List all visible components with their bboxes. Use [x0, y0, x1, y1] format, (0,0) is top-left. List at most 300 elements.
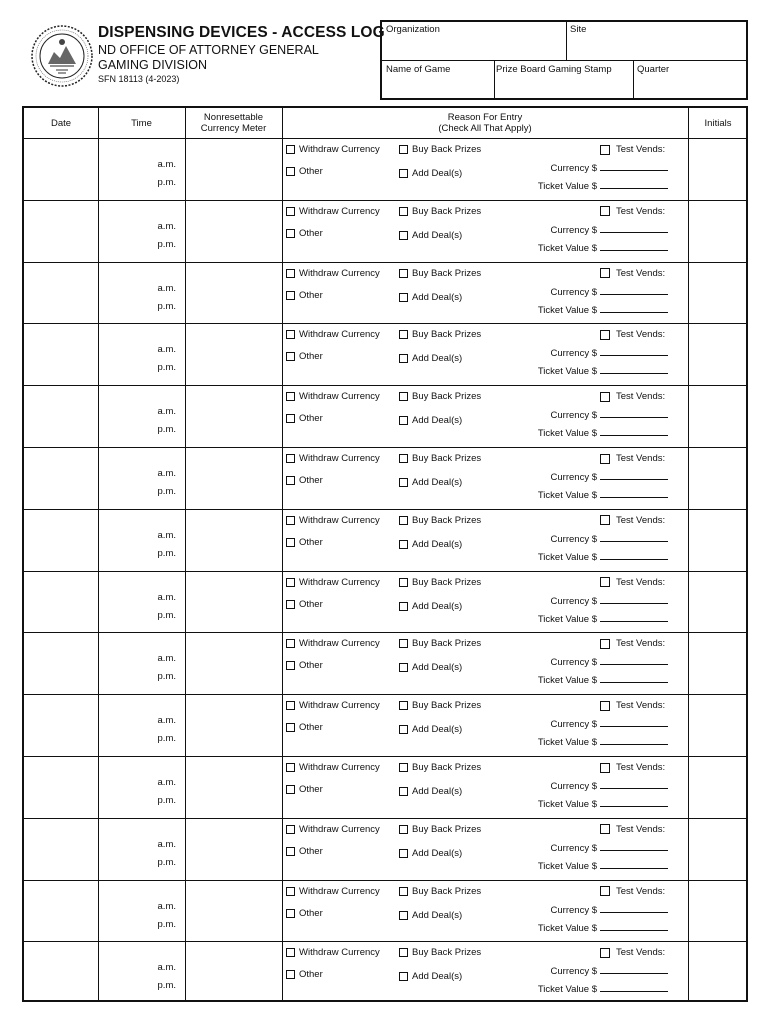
checkbox-box[interactable]: [286, 167, 295, 176]
test-vends-checkbox[interactable]: [600, 268, 665, 279]
organization-label: Organization: [386, 24, 440, 35]
checkbox-box[interactable]: [286, 330, 295, 339]
other-checkbox[interactable]: [286, 537, 323, 548]
pm-label: p.m.: [157, 980, 176, 992]
checkbox-box[interactable]: [600, 392, 610, 402]
checkbox-box[interactable]: [399, 602, 408, 611]
other-label: Other: [299, 475, 323, 486]
am-label: a.m.: [157, 653, 176, 665]
checkbox-box[interactable]: [600, 206, 610, 216]
buy-back-prizes-label: Buy Back Prizes: [412, 144, 482, 155]
test-vends-checkbox[interactable]: [600, 824, 665, 835]
checkbox-box[interactable]: [600, 454, 610, 464]
pm-label: p.m.: [157, 177, 176, 188]
checkbox-box[interactable]: [286, 269, 295, 278]
withdraw-currency-label: Withdraw Currency: [299, 700, 380, 712]
other-checkbox[interactable]: [286, 351, 323, 362]
ticket-value-field[interactable]: [538, 612, 668, 625]
header-meter-line2: Currency Meter: [200, 123, 267, 134]
ticket-value-blank[interactable]: [600, 982, 668, 992]
buy-back-prizes-checkbox[interactable]: [399, 700, 481, 711]
buy-back-prizes-label: Buy Back Prizes: [412, 329, 482, 341]
test-vends-label: Test Vends:: [616, 205, 666, 217]
checkbox-box[interactable]: [600, 639, 610, 649]
checkbox-box[interactable]: [286, 639, 295, 648]
currency-blank[interactable]: [600, 779, 668, 789]
buy-back-prizes-checkbox[interactable]: [399, 144, 481, 155]
buy-back-prizes-checkbox[interactable]: [399, 947, 481, 958]
currency-label: Currency $: [550, 410, 597, 422]
other-label: Other: [299, 289, 323, 301]
ticket-value-field[interactable]: [538, 859, 668, 872]
add-deals-checkbox[interactable]: [399, 477, 462, 488]
checkbox-box[interactable]: [399, 578, 408, 587]
checkbox-box[interactable]: [399, 207, 408, 216]
pm-label: p.m.: [157, 795, 176, 806]
withdraw-currency-label: Withdraw Currency: [299, 329, 380, 341]
withdraw-currency-checkbox[interactable]: [286, 515, 380, 526]
am-label: a.m.: [157, 962, 176, 974]
other-checkbox[interactable]: [286, 290, 323, 301]
table-row: [24, 201, 746, 263]
ticket-value-label: Ticket Value $: [537, 428, 597, 440]
checkbox-box[interactable]: [286, 701, 295, 710]
buy-back-prizes-checkbox[interactable]: [399, 453, 481, 464]
checkbox-box[interactable]: [286, 414, 295, 423]
checkbox-box[interactable]: [399, 330, 408, 339]
add-deals-checkbox[interactable]: [399, 786, 462, 797]
test-vends-checkbox[interactable]: [600, 700, 665, 711]
test-vends-checkbox[interactable]: [600, 453, 665, 464]
ticket-value-blank[interactable]: [600, 303, 668, 313]
currency-field[interactable]: [551, 655, 668, 668]
checkbox-box[interactable]: [286, 887, 295, 896]
withdraw-currency-checkbox[interactable]: [286, 206, 380, 217]
access-log-table: [22, 106, 748, 1002]
prize-board-stamp-field[interactable]: [494, 62, 633, 100]
checkbox-box[interactable]: [600, 515, 610, 525]
currency-field[interactable]: [551, 717, 668, 730]
pm-label: p.m.: [157, 671, 176, 683]
add-deals-checkbox[interactable]: [399, 724, 462, 735]
checkbox-box[interactable]: [399, 454, 408, 463]
table-row: [24, 942, 746, 1004]
checkbox-box[interactable]: [600, 330, 610, 340]
ticket-value-field[interactable]: [538, 241, 668, 254]
pm-label: p.m.: [157, 486, 176, 497]
withdraw-currency-label: Withdraw Currency: [299, 514, 380, 526]
checkbox-box[interactable]: [286, 763, 295, 772]
currency-blank[interactable]: [600, 408, 668, 418]
currency-field[interactable]: [551, 903, 668, 916]
ticket-value-label: Ticket Value $: [537, 490, 597, 501]
buy-back-prizes-label: Buy Back Prizes: [412, 391, 482, 403]
buy-back-prizes-label: Buy Back Prizes: [412, 514, 482, 526]
currency-blank[interactable]: [600, 594, 668, 604]
ticket-value-blank[interactable]: [600, 612, 668, 622]
add-deals-label: Add Deal(s): [412, 168, 463, 179]
header-meter-line1: Nonresettable: [203, 112, 264, 123]
currency-field[interactable]: [551, 161, 668, 174]
checkbox-box[interactable]: [399, 516, 408, 525]
checkbox-box[interactable]: [399, 849, 408, 858]
checkbox-box[interactable]: [286, 847, 295, 856]
other-checkbox[interactable]: [286, 413, 323, 424]
currency-field[interactable]: [551, 470, 668, 483]
test-vends-checkbox[interactable]: [600, 577, 665, 588]
withdraw-currency-checkbox[interactable]: [286, 886, 380, 897]
other-checkbox[interactable]: [286, 969, 323, 980]
buy-back-prizes-label: Buy Back Prizes: [412, 700, 482, 712]
checkbox-box[interactable]: [286, 970, 295, 979]
withdraw-currency-checkbox[interactable]: [286, 453, 380, 464]
ticket-value-field[interactable]: [538, 426, 668, 439]
test-vends-label: Test Vends:: [616, 885, 666, 897]
checkbox-box[interactable]: [399, 540, 408, 549]
checkbox-box[interactable]: [286, 207, 295, 216]
other-label: Other: [299, 845, 323, 857]
pm-label: p.m.: [157, 300, 176, 312]
currency-blank[interactable]: [600, 655, 668, 665]
table-row: [24, 448, 746, 510]
checkbox-box[interactable]: [286, 454, 295, 463]
withdraw-currency-checkbox[interactable]: [286, 947, 380, 958]
other-checkbox[interactable]: [286, 599, 323, 610]
buy-back-prizes-checkbox[interactable]: [399, 886, 481, 897]
add-deals-label: Add Deal(s): [412, 971, 463, 983]
other-checkbox[interactable]: [286, 166, 323, 177]
ticket-value-field[interactable]: [538, 488, 668, 501]
test-vends-label: Test Vends:: [616, 823, 666, 835]
organization-field[interactable]: [382, 22, 566, 60]
ticket-value-blank[interactable]: [600, 797, 668, 807]
checkbox-box[interactable]: [399, 663, 408, 672]
add-deals-checkbox[interactable]: [399, 601, 462, 612]
division-name: GAMING DIVISION: [98, 58, 208, 72]
currency-field[interactable]: [551, 779, 668, 792]
checkbox-box[interactable]: [399, 478, 408, 487]
checkbox-box[interactable]: [399, 911, 408, 920]
checkbox-box[interactable]: [600, 268, 610, 278]
ticket-value-blank[interactable]: [600, 364, 668, 374]
site-field[interactable]: [566, 22, 748, 60]
checkbox-box[interactable]: [399, 293, 408, 302]
ticket-value-field[interactable]: [538, 364, 668, 377]
checkbox-box[interactable]: [399, 887, 408, 896]
add-deals-label: Add Deal(s): [412, 477, 463, 488]
other-checkbox[interactable]: [286, 846, 323, 857]
other-label: Other: [299, 227, 323, 239]
checkbox-box[interactable]: [399, 787, 408, 796]
test-vends-label: Test Vends:: [616, 267, 666, 279]
buy-back-prizes-checkbox[interactable]: [399, 638, 481, 649]
other-checkbox[interactable]: [286, 722, 323, 733]
ticket-value-blank[interactable]: [600, 735, 668, 745]
checkbox-box[interactable]: [286, 948, 295, 957]
other-label: Other: [299, 536, 323, 548]
ticket-value-blank[interactable]: [600, 488, 668, 498]
checkbox-box[interactable]: [600, 577, 610, 587]
form-number: SFN 18113 (4-2023): [98, 74, 180, 84]
pm-label: p.m.: [157, 733, 176, 745]
add-deals-label: Add Deal(s): [412, 662, 463, 674]
add-deals-checkbox[interactable]: [399, 848, 462, 859]
checkbox-box[interactable]: [399, 354, 408, 363]
ticket-value-field[interactable]: [538, 797, 668, 810]
currency-field[interactable]: [551, 223, 668, 236]
ticket-value-blank[interactable]: [600, 859, 668, 869]
test-vends-checkbox[interactable]: [600, 329, 665, 340]
withdraw-currency-checkbox[interactable]: [286, 824, 380, 835]
checkbox-box[interactable]: [286, 909, 295, 918]
buy-back-prizes-checkbox[interactable]: [399, 577, 481, 588]
currency-field[interactable]: [551, 594, 668, 607]
checkbox-box[interactable]: [600, 948, 610, 958]
withdraw-currency-checkbox[interactable]: [286, 144, 380, 155]
ticket-value-blank[interactable]: [600, 921, 668, 931]
other-checkbox[interactable]: [286, 475, 323, 486]
test-vends-checkbox[interactable]: [600, 638, 665, 649]
withdraw-currency-checkbox[interactable]: [286, 329, 380, 340]
other-checkbox[interactable]: [286, 908, 323, 919]
ticket-value-field[interactable]: [538, 673, 668, 686]
buy-back-prizes-label: Buy Back Prizes: [412, 762, 482, 773]
header-initials: Initials: [704, 117, 732, 129]
test-vends-label: Test Vends:: [616, 329, 666, 341]
currency-label: Currency $: [550, 533, 597, 545]
withdraw-currency-label: Withdraw Currency: [299, 823, 380, 835]
add-deals-label: Add Deal(s): [412, 415, 463, 427]
checkbox-box[interactable]: [600, 886, 610, 896]
currency-field[interactable]: [551, 285, 668, 298]
checkbox-box[interactable]: [399, 972, 408, 981]
add-deals-label: Add Deal(s): [412, 291, 463, 303]
test-vends-label: Test Vends:: [616, 391, 666, 403]
currency-blank[interactable]: [600, 285, 668, 295]
checkbox-box[interactable]: [286, 825, 295, 834]
checkbox-box[interactable]: [286, 476, 295, 485]
withdraw-currency-checkbox[interactable]: [286, 268, 380, 279]
ticket-value-label: Ticket Value $: [537, 304, 597, 316]
buy-back-prizes-checkbox[interactable]: [399, 762, 481, 773]
ticket-value-blank[interactable]: [600, 179, 668, 189]
other-checkbox[interactable]: [286, 228, 323, 239]
add-deals-checkbox[interactable]: [399, 415, 462, 426]
form-title: DISPENSING DEVICES - ACCESS LOG: [98, 24, 385, 41]
ticket-value-blank[interactable]: [600, 241, 668, 251]
header-reason-line2: (Check All That Apply): [438, 123, 532, 134]
table-row: [24, 139, 746, 201]
checkbox-box[interactable]: [399, 948, 408, 957]
add-deals-label: Add Deal(s): [412, 353, 463, 365]
name-of-game-field[interactable]: [382, 62, 494, 100]
add-deals-checkbox[interactable]: [399, 292, 462, 303]
other-label: Other: [299, 166, 323, 177]
currency-label: Currency $: [550, 472, 597, 483]
test-vends-checkbox[interactable]: [600, 762, 665, 773]
checkbox-box[interactable]: [399, 169, 408, 178]
checkbox-box[interactable]: [286, 785, 295, 794]
test-vends-label: Test Vends:: [616, 638, 666, 650]
am-label: a.m.: [157, 715, 176, 727]
currency-field[interactable]: [551, 408, 668, 421]
ticket-value-blank[interactable]: [600, 426, 668, 436]
table-row: [24, 263, 746, 325]
test-vends-checkbox[interactable]: [600, 391, 665, 402]
other-label: Other: [299, 598, 323, 610]
buy-back-prizes-checkbox[interactable]: [399, 515, 481, 526]
ticket-value-label: Ticket Value $: [537, 242, 597, 254]
table-row: [24, 757, 746, 819]
checkbox-box[interactable]: [286, 145, 295, 154]
add-deals-label: Add Deal(s): [412, 600, 463, 612]
currency-blank[interactable]: [600, 161, 668, 171]
ticket-value-field[interactable]: [538, 550, 668, 563]
currency-label: Currency $: [550, 224, 597, 236]
add-deals-checkbox[interactable]: [399, 230, 462, 241]
other-checkbox[interactable]: [286, 784, 323, 795]
checkbox-box[interactable]: [286, 578, 295, 587]
checkbox-box[interactable]: [399, 269, 408, 278]
withdraw-currency-checkbox[interactable]: [286, 638, 380, 649]
currency-label: Currency $: [550, 348, 597, 360]
pm-label: p.m.: [157, 856, 176, 868]
test-vends-checkbox[interactable]: [600, 206, 665, 217]
withdraw-currency-label: Withdraw Currency: [299, 453, 380, 464]
checkbox-box[interactable]: [600, 145, 610, 155]
add-deals-checkbox[interactable]: [399, 353, 462, 364]
buy-back-prizes-label: Buy Back Prizes: [412, 453, 482, 464]
test-vends-checkbox[interactable]: [600, 886, 665, 897]
checkbox-box[interactable]: [286, 392, 295, 401]
checkbox-box[interactable]: [399, 725, 408, 734]
site-label: Site: [570, 24, 587, 35]
currency-field[interactable]: [551, 532, 668, 545]
add-deals-checkbox[interactable]: [399, 971, 462, 982]
currency-blank[interactable]: [600, 964, 668, 974]
checkbox-box[interactable]: [399, 145, 408, 154]
checkbox-box[interactable]: [399, 416, 408, 425]
add-deals-label: Add Deal(s): [412, 847, 463, 859]
checkbox-box[interactable]: [286, 723, 295, 732]
add-deals-checkbox[interactable]: [399, 662, 462, 673]
currency-field[interactable]: [551, 964, 668, 977]
withdraw-currency-checkbox[interactable]: [286, 391, 380, 402]
currency-blank[interactable]: [600, 717, 668, 727]
other-label: Other: [299, 784, 323, 795]
checkbox-box[interactable]: [399, 392, 408, 401]
withdraw-currency-checkbox[interactable]: [286, 762, 380, 773]
am-label: a.m.: [157, 468, 176, 479]
ticket-value-field[interactable]: [538, 303, 668, 316]
withdraw-currency-label: Withdraw Currency: [299, 205, 380, 217]
checkbox-box[interactable]: [286, 352, 295, 361]
checkbox-box[interactable]: [399, 639, 408, 648]
buy-back-prizes-label: Buy Back Prizes: [412, 885, 482, 897]
ticket-value-field[interactable]: [538, 735, 668, 748]
add-deals-checkbox[interactable]: [399, 539, 462, 550]
ticket-value-label: Ticket Value $: [537, 860, 597, 872]
am-label: a.m.: [157, 159, 176, 170]
buy-back-prizes-label: Buy Back Prizes: [412, 267, 482, 279]
withdraw-currency-checkbox[interactable]: [286, 700, 380, 711]
currency-blank[interactable]: [600, 532, 668, 542]
currency-field[interactable]: [551, 841, 668, 854]
currency-blank[interactable]: [600, 470, 668, 480]
test-vends-label: Test Vends:: [616, 576, 666, 588]
checkbox-box[interactable]: [286, 538, 295, 547]
ticket-value-label: Ticket Value $: [537, 181, 597, 192]
prize-board-stamp-label: Prize Board Gaming Stamp: [496, 64, 612, 75]
add-deals-label: Add Deal(s): [412, 538, 463, 550]
ticket-value-label: Ticket Value $: [537, 984, 597, 996]
checkbox-box[interactable]: [600, 701, 610, 711]
other-label: Other: [299, 722, 323, 734]
checkbox-box[interactable]: [399, 231, 408, 240]
checkbox-box[interactable]: [286, 291, 295, 300]
currency-blank[interactable]: [600, 903, 668, 913]
add-deals-checkbox[interactable]: [399, 910, 462, 921]
ticket-value-blank[interactable]: [600, 550, 668, 560]
currency-label: Currency $: [550, 966, 597, 978]
test-vends-checkbox[interactable]: [600, 515, 665, 526]
checkbox-box[interactable]: [600, 763, 610, 773]
ticket-value-field[interactable]: [538, 921, 668, 934]
currency-label: Currency $: [550, 286, 597, 298]
buy-back-prizes-checkbox[interactable]: [399, 268, 481, 279]
checkbox-box[interactable]: [399, 763, 408, 772]
table-row: [24, 819, 746, 881]
currency-blank[interactable]: [600, 223, 668, 233]
currency-label: Currency $: [550, 842, 597, 854]
test-vends-checkbox[interactable]: [600, 947, 665, 958]
checkbox-box[interactable]: [399, 825, 408, 834]
ticket-value-label: Ticket Value $: [537, 551, 597, 563]
checkbox-box[interactable]: [600, 824, 610, 834]
currency-label: Currency $: [550, 595, 597, 607]
ticket-value-field[interactable]: [538, 982, 668, 995]
buy-back-prizes-checkbox[interactable]: [399, 329, 481, 340]
checkbox-box[interactable]: [286, 661, 295, 670]
buy-back-prizes-checkbox[interactable]: [399, 206, 481, 217]
other-checkbox[interactable]: [286, 660, 323, 671]
buy-back-prizes-checkbox[interactable]: [399, 824, 481, 835]
currency-blank[interactable]: [600, 346, 668, 356]
currency-blank[interactable]: [600, 841, 668, 851]
am-label: a.m.: [157, 529, 176, 541]
am-label: a.m.: [157, 777, 176, 788]
add-deals-label: Add Deal(s): [412, 786, 463, 797]
checkbox-box[interactable]: [286, 516, 295, 525]
withdraw-currency-checkbox[interactable]: [286, 577, 380, 588]
buy-back-prizes-checkbox[interactable]: [399, 391, 481, 402]
ticket-value-field[interactable]: [538, 179, 668, 192]
checkbox-box[interactable]: [286, 600, 295, 609]
test-vends-label: Test Vends:: [616, 700, 666, 712]
test-vends-checkbox[interactable]: [600, 144, 665, 155]
pm-label: p.m.: [157, 547, 176, 559]
withdraw-currency-label: Withdraw Currency: [299, 267, 380, 279]
checkbox-box[interactable]: [286, 229, 295, 238]
add-deals-checkbox[interactable]: [399, 168, 462, 179]
other-label: Other: [299, 413, 323, 425]
quarter-field[interactable]: [633, 62, 748, 100]
buy-back-prizes-label: Buy Back Prizes: [412, 823, 482, 835]
other-label: Other: [299, 969, 323, 981]
ticket-value-blank[interactable]: [600, 673, 668, 683]
checkbox-box[interactable]: [399, 701, 408, 710]
currency-field[interactable]: [551, 346, 668, 359]
